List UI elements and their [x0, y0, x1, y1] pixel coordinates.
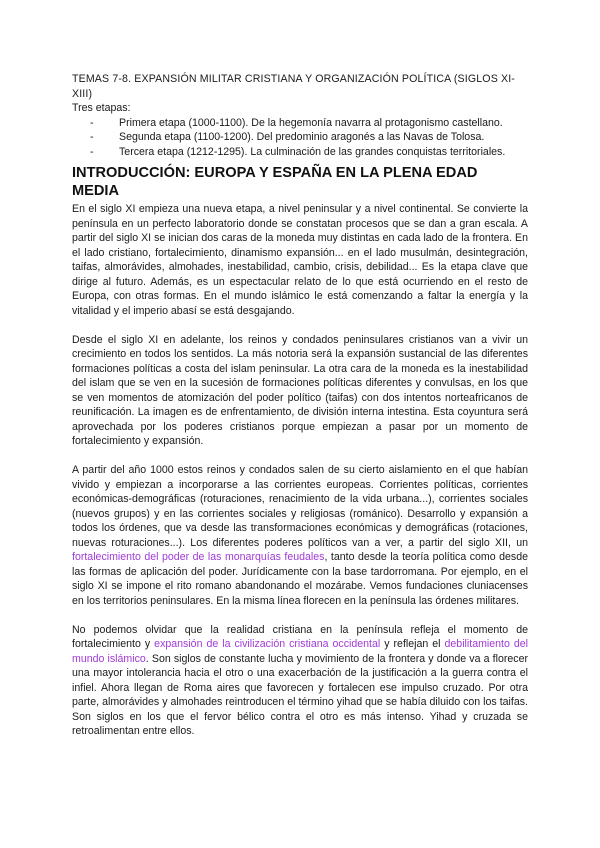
paragraph-2: Desde el siglo XI en adelante, los reinos y condados peninsulares cristianos van a vivir un crecimiento en todos los sentidos. La más notoria será la expansión sustancial de las diferentes formaciones políticas a costa del islam peninsular. La otra cara de la moneda es la inestabilidad del islam que se ven en la sucesión de formaciones políticas diferentes y convulsas, en los que se ven momentos de atomización del poder político (taifas) con dos intentos norteafricanos de reunificación. La imagen es de enfrentamiento, de división interna intestina. Esta coyuntura será aprovechada por los poderes cristianos porque empiezan a pasar por un momento de fortalecimiento y expansión.	[72, 333, 528, 447]
stage-text: Tercera etapa (1212-1295). La culminación de las grandes conquistas territoriales.	[119, 145, 506, 158]
paragraph-3-text-b: , tanto desde la teoría política como desde las formas de aplicación del poder. Jurídicamente con la base tardorromana. Por ejemplo, en el siglo XI se impone el rito romano abandonando el mozárabe. Vemos fundaciones cluniacenses en los territorios peninsulares. En la misma línea florecen en la península las órdenes militares.	[72, 551, 528, 607]
bullet-dash: -	[90, 116, 94, 129]
paragraph-3-text-a: A partir del año 1000 estos reinos y condados salen de su cierto aislamiento en el que habían vivido y empiezan a incorporarse a las corrientes europeas. Corrientes políticas, corrientes económicas-demográficas (roturaciones, renacimiento de la vida urbana...), corrientes sociales (nuevos grupos) y en las corrientes sociales y religiosas (románico). Desarrollo y expansión a todos los órdenes, que va desde las transformaciones económicas y demográficas (rotaciones, nuevas roturaciones...). Los diferentes poderes políticos van a ver, a partir del siglo XII, un	[72, 464, 528, 549]
stages-list	[72, 116, 528, 160]
list-item	[72, 116, 528, 131]
bullet-dash: -	[90, 131, 94, 143]
paragraph-1: En el siglo XI empieza una nueva etapa, a nivel peninsular y a nivel continental. Se convierte la península en un perfecto laboratorio donde se constatan procesos que se dan a gran escala. A partir del siglo XI se inician dos caras de la moneda muy distintas en cada lado de la frontera. En el lado cristiano, fortalecimiento, dinamismo expansión... en el lado musulmán, desintegración, taifas, almorávides, almohades, inestabilidad, cambio, crisis, debilidad... Es la etapa clave que dirige al futuro. Además, es un espectacular relato de lo que está ocurriendo en el resto de Europa, con otras formas. En el mundo islámico le está comenzando a faltar la energía y la vitalidad y el imperio abasí se está desgajando.	[72, 203, 528, 317]
paragraph-3	[72, 463, 528, 608]
bullet-dash: -	[90, 145, 94, 158]
paragraph-4-text-b: y reflejan el	[380, 638, 445, 650]
paragraph-4-text-a: No podemos olvidar que la realidad cristiana en la península refleja el momento de fortalecimiento y	[72, 623, 528, 650]
list-item	[72, 130, 528, 145]
list-item	[72, 145, 528, 160]
paragraph-4-text-c: . Son siglos de constante lucha y movimiento de la frontera y donde va a florecer una mayor intolerancia hacia el otro o una exacerbación de la justificación a la guerra contra el infiel. Ahora llegan de Roma aires que favorecen y fortalecen ese impulso cruzado. Por otra parte, almorávides y almohades reintroducen el término yihad que se había diluido con los taifas. Son siglos en los que el fervor bélico contra el otro es más intenso. Yihad y cruzada se retroalimentan entre ellos.	[72, 652, 528, 737]
document-title: TEMAS 7-8. EXPANSIÓN MILITAR CRISTIANA Y ORGANIZACIÓN POLÍTICA (SIGLOS XI-XIII)	[72, 73, 515, 100]
paragraph-4	[72, 623, 528, 739]
stages-intro: Tres etapas:	[72, 102, 131, 114]
document-content	[72, 72, 528, 739]
highlight-monarchies: fortalecimiento del poder de las monarquías feudales	[72, 551, 325, 563]
stage-text: Primera etapa (1000-1100). De la hegemonía navarra al protagonismo castellano.	[119, 116, 503, 129]
stage-text: Segunda etapa (1100-1200). Del predominio aragonés a las Navas de Tolosa.	[119, 131, 485, 143]
highlight-islamic-weakening: debilitamiento del mundo islámico	[72, 638, 529, 665]
section-heading: INTRODUCCIÓN: EUROPA Y ESPAÑA EN LA PLENA EDAD MEDIA	[72, 165, 478, 199]
highlight-christian-expansion: expansión de la civilización cristiana occidental	[154, 638, 381, 650]
